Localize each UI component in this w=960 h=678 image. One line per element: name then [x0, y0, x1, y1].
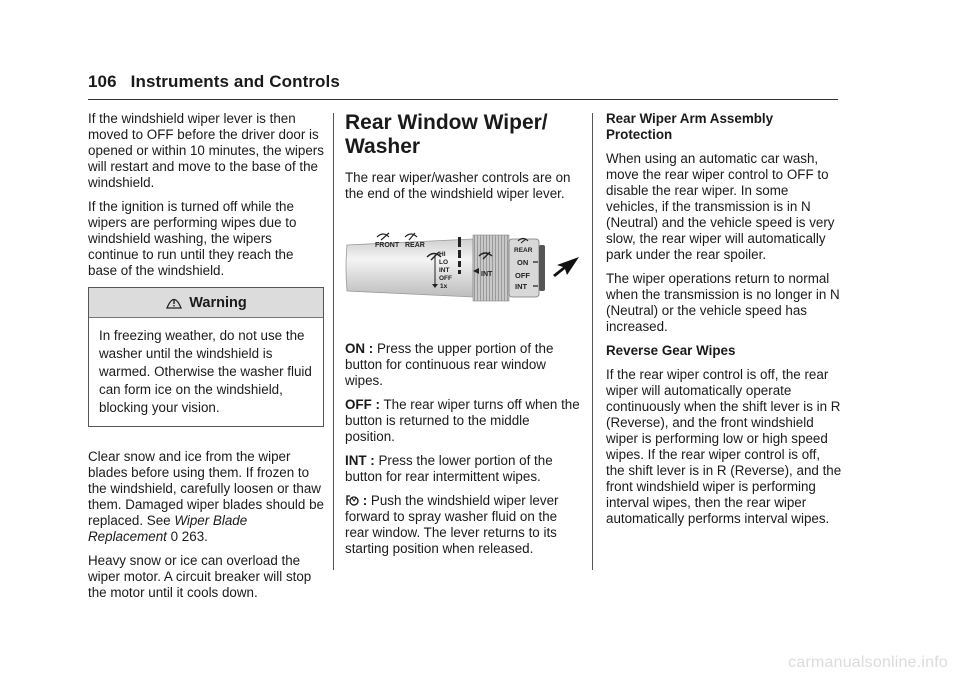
column-divider-2	[592, 113, 593, 570]
column-2	[345, 111, 581, 565]
label-rear-button: REAR	[514, 247, 533, 254]
page-header	[88, 72, 340, 92]
paragraph-return-normal: The wiper operations return to normal when the transmission is no longer in N (Neutral) or the vehicle speed has increased.	[606, 271, 840, 334]
washer-description	[345, 493, 581, 557]
column-divider-1	[333, 113, 334, 570]
page-number: 106	[88, 72, 117, 91]
paragraph-clear-snow	[88, 449, 324, 545]
label-hi: HI	[439, 251, 446, 258]
sentence-end: .	[204, 529, 208, 544]
on-text: Press the upper portion of the button for continuous rear window wipes.	[345, 341, 554, 388]
section-title: Instruments and Controls	[130, 72, 340, 91]
label-1x: 1x	[440, 283, 448, 290]
warning-box	[88, 287, 324, 427]
warning-title: Warning	[189, 295, 247, 311]
label-off-button: OFF	[515, 271, 530, 280]
label-off: OFF	[439, 275, 452, 282]
column-3	[606, 111, 842, 535]
label-rear: REAR	[405, 242, 425, 249]
label-int-button: INT	[515, 282, 528, 291]
paragraph-reverse-wipes: If the rear wiper control is off, the rear wiper will automatically operate continuously when the shift lever is in R (Reverse), and the front windshield wiper is performing low or high speed wipes. If the rear wiper control is off, the shift lever is in R (Reverse), and the front windshield wiper is performing interval wipes, then the rear wiper automatically performs interval wipes.	[606, 367, 842, 526]
washer-text: Push the windshield wiper lever forward to spray washer fluid on the rear window. The lever returns to its starting position when released.	[345, 493, 559, 556]
rear-wiper-icon	[405, 233, 417, 240]
label-int-ring: INT	[481, 271, 493, 278]
rear-washer-icon	[345, 493, 359, 507]
paragraph-ignition: If the ignition is turned off while the wipers are performing wipes due to windshield washing, the wipers continue to run until they reach the base of the windshield.	[88, 199, 297, 278]
label-on-button: ON	[517, 258, 529, 267]
clear-snow-text: Clear snow and ice from the wiper blades before using them. If frozen to the windshield, carefully loosen or thaw them. Damaged wiper blades should be replaced. See	[88, 449, 324, 528]
paragraph-intro: The rear wiper/washer controls are on the end of the windshield wiper lever.	[345, 170, 571, 201]
paragraph-overload: Heavy snow or ice can overload the wiper motor. A circuit breaker will stop the motor until it cools down.	[88, 553, 312, 600]
paragraph-car-wash: When using an automatic car wash, move the rear wiper control to OFF to disable the rear wiper. In some vehicles, if the transmission is in N (Neutral) and the vehicle speed is very slow, the rear wiper will automatically park under the rear spoiler.	[606, 151, 835, 262]
on-label: ON :	[345, 341, 374, 356]
off-label: OFF :	[345, 397, 380, 412]
int-text: Press the lower portion of the button for rear intermittent wipes.	[345, 453, 553, 484]
heading-arm-protection: Rear Wiper Arm Assembly Protection	[606, 111, 774, 142]
header-rule	[88, 99, 838, 100]
heading-line-1: Rear Window Wiper/	[345, 111, 548, 134]
warning-header	[89, 288, 323, 318]
int-label: INT :	[345, 453, 375, 468]
column-1	[88, 111, 324, 609]
label-int: INT	[439, 267, 450, 274]
page-reference[interactable]: 0 263	[170, 529, 205, 544]
off-description	[345, 397, 581, 445]
warning-triangle-icon	[165, 295, 183, 309]
heading-line-2: Washer	[345, 135, 421, 158]
washer-label: :	[359, 493, 368, 508]
label-front: FRONT	[375, 242, 400, 249]
warning-text: In freezing weather, do not use the washer until the windshield is warmed. Otherwise the washer fluid can form ice on the windshield, blocking your vision.	[99, 328, 312, 415]
section-heading	[345, 111, 581, 159]
heading-reverse-gear: Reverse Gear Wipes	[606, 343, 736, 358]
label-lo: LO	[439, 259, 449, 266]
watermark: carmanualsonline.info	[788, 654, 948, 671]
on-description	[345, 341, 581, 389]
paragraph-restart: If the windshield wiper lever is then moved to OFF before the driver door is opened or within 10 minutes, the wipers will restart and move to the base of the windshield.	[88, 111, 324, 190]
wiper-lever-illustration	[345, 225, 581, 315]
off-text: The rear wiper turns off when the button is returned to the middle position.	[345, 397, 580, 444]
front-wiper-icon	[377, 233, 389, 240]
int-description	[345, 453, 581, 485]
wiper-blade-link[interactable]: Wiper Blade Replacement	[88, 513, 248, 544]
